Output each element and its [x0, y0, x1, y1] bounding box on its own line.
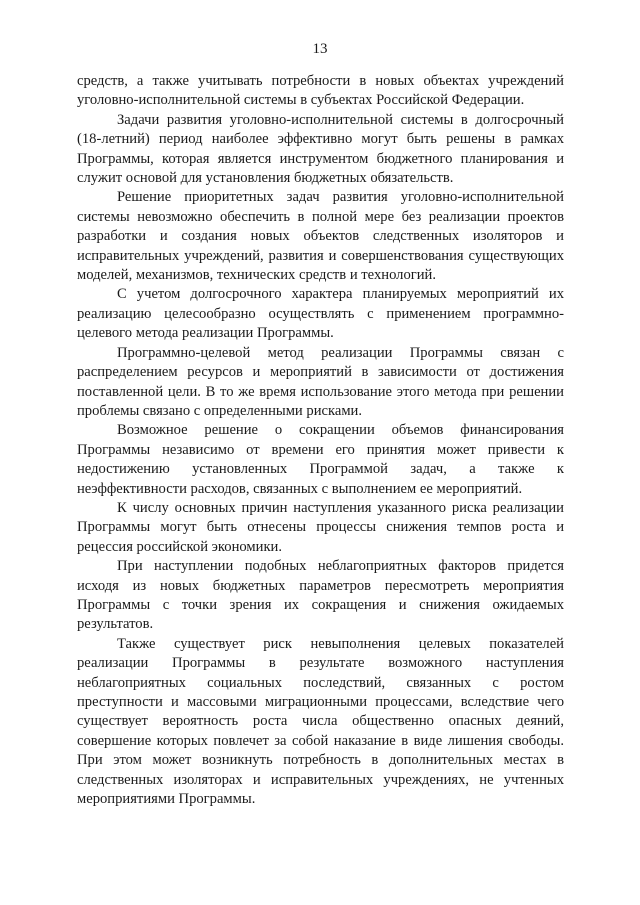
paragraph-adverse-factors: При наступлении подобных неблагоприятных факторов придется исходя из новых бюджетных параметров пересмотреть мероприятия Программы с точки зрения их сокращения и снижения ожидаемых результатов. — [77, 558, 564, 633]
paragraph-program-target-method: Программно-целевой метод реализации Программы связан с распределением ресурсов и мероприятий в зависимости от достижения поставленной цели. В то же время использование этого метода при решении проблемы связано с определенными рисками. — [77, 344, 564, 419]
document-body — [77, 72, 564, 809]
paragraph-funding-reduction: Возможное решение о сокращении объемов финансирования Программы независимо от времени его принятия может привести к недостижению установленных Программой задач, а также к неэффективности расходов, связанных с выполнением ее мероприятий. — [77, 422, 564, 497]
paragraph-priority-tasks: Решение приоритетных задач развития уголовно-исполнительной системы невозможно обеспечить в полной мере без реализации проектов разработки и создания новых объектов следственных изоляторов и исправительных учреждений, развития и совершенствования существующих моделей, механизмов, технических средств и технологий. — [77, 189, 564, 284]
page-number: 13 — [312, 41, 328, 57]
paragraph-target-indicators-risk: Также существует риск невыполнения целевых показателей реализации Программы в результате возможного наступления неблагоприятных социальных последствий, связанных с ростом преступности и массовыми миграционными процессами, вследствие чего существует вероятность роста числа общественно опасных деяний, совершение которых повлечет за собой наказание в виде лишения свободы. При этом может возникнуть потребность в дополнительных местах в следственных изоляторах и исправительных учреждениях, не учтенных мероприятиями Программы. — [77, 635, 564, 808]
paragraph-long-term-measures: С учетом долгосрочного характера планируемых мероприятий их реализацию целесообразно осуществлять с применением программно-целевого метода реализации Программы. — [77, 286, 564, 342]
paragraph-risk-causes: К числу основных причин наступления указанного риска реализации Программы могут быть отнесены процессы снижения темпов роста и рецессия российской экономики. — [77, 499, 564, 555]
paragraph-development-tasks: Задачи развития уголовно-исполнительной системы в долгосрочный (18-летний) период наиболее эффективно могут быть решены в рамках Программы, которая является инструментом бюджетного планирования и служит основой для установления бюджетных обязательств. — [77, 111, 564, 187]
paragraph-continuation: средств, а также учитывать потребности в новых объектах учреждений уголовно-исполнительной системы в субъектах Российской Федерации. — [77, 73, 564, 109]
